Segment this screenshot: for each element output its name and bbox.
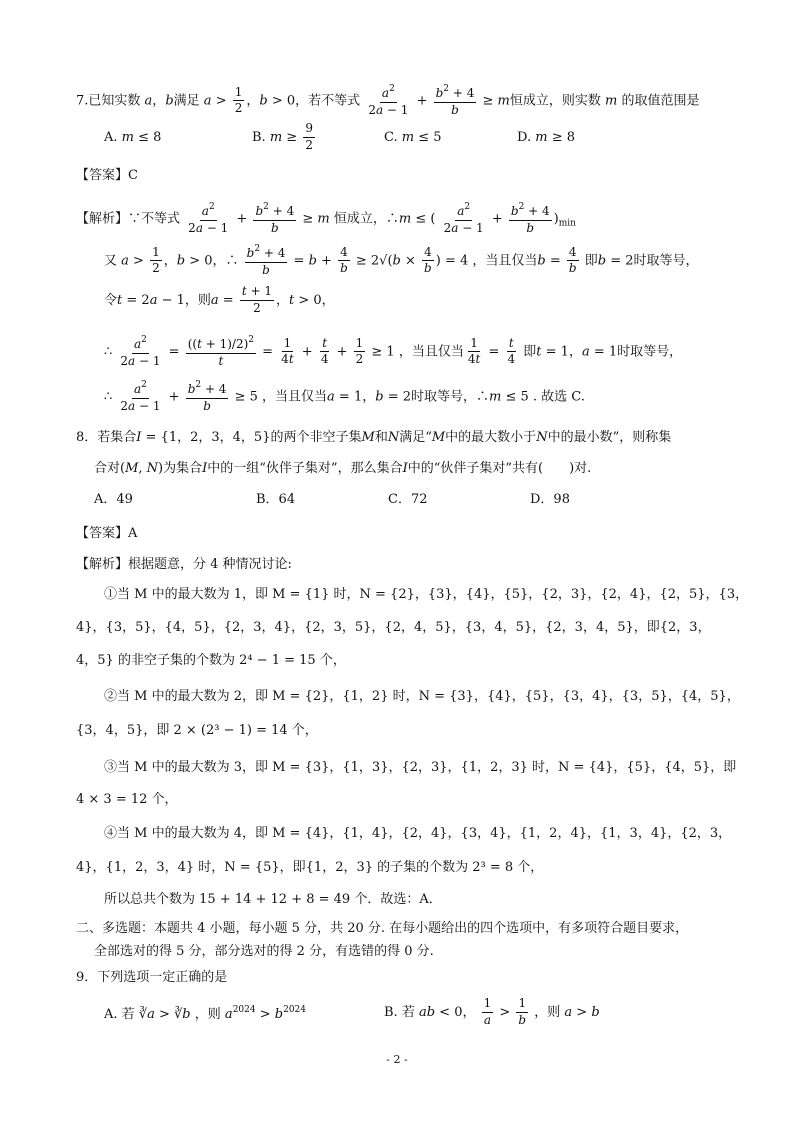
q7-analysis-line-2: 又 a > $\frac{1}{2}$ ，b > 0，∴ $\frac{b^2 + 4}{b}$ = b + $\frac{4}{b}$ ≥ 2√(b × $\frac{4}{b}$ ) = 4 ，当且仅当b = $\frac{4}{b}$ 即b = 2时取等号， (104, 244, 699, 277)
q8-option-c: C．72 (388, 492, 428, 507)
q8-case-3-line-2: 4 × 3 = 12 个， (76, 792, 178, 807)
q7-analysis-line-5: ∴ $\frac{a^2}{2a - 1}$ + $\frac{b^2 + 4}{b}$ ≥ 5 ，当且仅当a = 1，b = 2时取等号，∴m ≤ 5 . 故选 C. (104, 380, 585, 413)
q8-case-1-line-2: 4}，{3，5}，{4，5}，{2，3，4}，{2，3，5}，{2，4，5}，{3，4，5}，{2，3，4，5}，即{2，3， (76, 620, 711, 635)
q9-option-b: B. 若 ab < 0， $\frac{1}{a}$ > $\frac{1}{b}$ ，则 a > b (384, 996, 600, 1027)
q7-analysis-line-1: 【解析】∵不等式 $\frac{a^2}{2a - 1}$ + $\frac{b^2 + 4}{b}$ ≥ m 恒成立，∴m ≤ ( $\frac{a^2}{2a - 1}$ + $\frac{b^2 + 4}{b}$ )$_{min}$ (76, 202, 576, 235)
q8-stem-line-2: 合对(M, N)为集合I中的一组“伙伴子集对”，那么集合I中的“伙伴子集对”共有( )对. (94, 461, 592, 476)
q7-stem: 7.已知实数 a，b满足 a > $\frac{1}{2}$ ，b > 0，若不等式 $\frac{a^2}{2a - 1}$ + $\frac{b^2 + 4}{b}$ ≥ m恒成立，则实数 m 的取值范围是 (76, 84, 700, 117)
q8-summary: 所以总共个数为 15 + 14 + 12 + 8 = 49 个．故选：A． (104, 892, 442, 907)
q8-analysis-intro: 【解析】根据题意，分 4 种情况讨论: (76, 556, 292, 572)
q8-option-a: A．49 (94, 492, 133, 507)
q7-answer: 【答案】C (76, 167, 138, 183)
q7-option-d: D. m ≥ 8 (517, 130, 575, 145)
q8-option-b: B．64 (256, 492, 296, 507)
q7-analysis-line-3: 令t = 2a − 1，则a = $\frac{t + 1}{2}$ ，t > 0， (104, 284, 335, 315)
q7-option-b: B. m ≥ $\frac{9}{2}$ (252, 121, 313, 152)
q8-case-4-line-1: ④当 M 中的最大数为 4，即 M = {4}，{1，4}，{2，4}，{3，4}，{1，2，4}，{1，3，4}，{2，3， (104, 826, 732, 841)
q7-option-a: A. m ≤ 8 (104, 130, 162, 145)
q8-case-3-line-1: ③当 M 中的最大数为 3，即 M = {3}，{1，3}，{2，3}，{1，2，3} 时，N = {4}，{5}，{4，5}，即 (104, 760, 737, 775)
page-number: - 2 - (386, 1053, 408, 1066)
q8-case-2-line-1: ②当 M 中的最大数为 2，即 M = {2}，{1，2} 时，N = {3}，{4}，{5}，{3，4}，{3，5}，{4，5}， (104, 689, 740, 704)
section-2-heading-line-1: 二、多选题：本题共 4 小题，每小题 5 分，共 20 分. 在每小题给出的四个选项中，有多项符合题目要求， (76, 921, 689, 936)
q7-analysis-line-4: ∴ $\frac{a^2}{2a - 1}$ = $\frac{((t + 1)/2)^2}{t}$ = $\frac{1}{4t}$ + $\frac{t}{4}$ + $\frac{1}{2}$ ≥ 1 ，当且仅当 $\frac{1}{4t}$ = $\frac{t}{4}$ 即t = 1，a = 1时取等号， (104, 335, 683, 368)
q8-case-1-line-1: ①当 M 中的最大数为 1，即 M = {1} 时，N = {2}，{3}，{4}，{5}，{2，3}，{2，4}，{2，5}，{3， (104, 587, 749, 602)
q8-case-1-line-3: 4，5} 的非空子集的个数为 2⁴ − 1 = 15 个， (76, 653, 346, 668)
q8-case-4-line-2: 4}，{1，2，3，4} 时，N = {5}，即{1，2，3} 的子集的个数为 2³ = 8 个， (76, 860, 544, 875)
q7-option-c: C. m ≤ 5 (384, 130, 442, 145)
section-2-heading-line-2: 全部选对的得 5 分，部分选对的得 2 分，有选错的得 0 分. (94, 944, 434, 959)
q8-option-d: D．98 (530, 492, 570, 507)
q8-stem-line-1: 8．若集合I = {1，2，3，4，5}的两个非空子集M和N满足“M中的最大数小于N中的最小数”，则称集 (76, 430, 672, 445)
q9-stem: 9．下列选项一定正确的是 (76, 970, 228, 985)
q8-answer: 【答案】A (76, 525, 138, 541)
q9-option-a: A. 若 ∛a > ∛b ，则 $a^{2024} > b^{2024}$ (104, 1005, 306, 1022)
q8-case-2-line-2: {3，4，5}，即 2 × (2³ − 1) = 14 个， (76, 723, 318, 738)
